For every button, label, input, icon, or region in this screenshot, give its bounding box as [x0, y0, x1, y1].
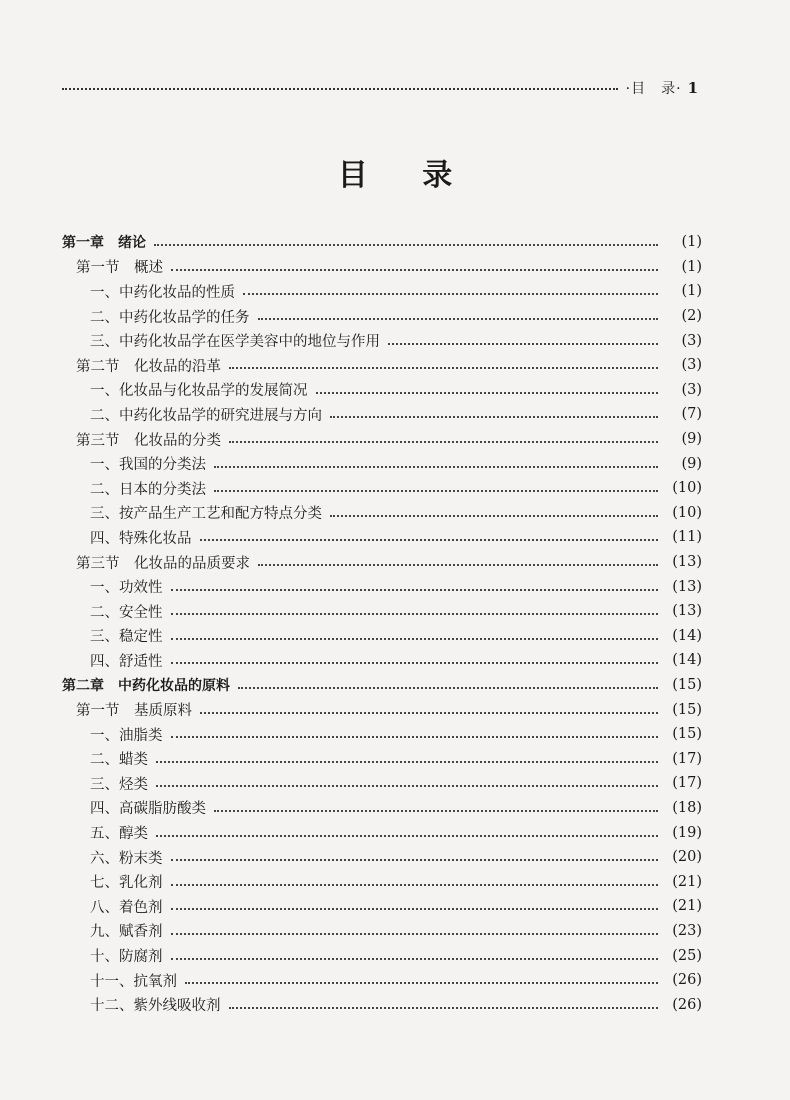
toc-page-number: (23)	[672, 922, 702, 939]
toc-dot-leader	[171, 269, 658, 271]
toc-dot-leader	[243, 293, 658, 295]
toc-entry-label: 十、防腐剂	[90, 949, 163, 966]
toc-entry-label: 第三节 化妆品的分类	[76, 432, 221, 449]
toc-page-number: (14)	[672, 627, 702, 644]
toc-entry-label: 四、高碳脂肪酸类	[90, 801, 206, 818]
toc-dot-leader	[171, 958, 659, 960]
toc-item-row	[62, 746, 702, 771]
toc-entry-label: 三、烃类	[90, 776, 148, 793]
toc-page-number: (3)	[681, 381, 702, 398]
toc-entry-label: 一、油脂类	[90, 727, 163, 744]
toc-dot-leader	[171, 736, 659, 738]
toc-dot-leader	[156, 785, 658, 787]
toc-entry-label: 八、着色剂	[90, 899, 163, 916]
toc-entry-label: 第一节 基质原料	[76, 703, 192, 720]
toc-entry-label: 一、中药化妆品的性质	[90, 284, 235, 301]
toc-item-row	[62, 869, 702, 894]
toc-item-row	[62, 771, 702, 796]
toc-dot-leader	[258, 318, 659, 320]
toc-page-number: (7)	[681, 406, 702, 423]
toc-item-row	[62, 919, 702, 944]
toc-dot-leader	[171, 859, 659, 861]
toc-dot-leader	[330, 416, 658, 418]
toc-item-row	[62, 525, 702, 550]
toc-dot-leader	[316, 392, 659, 394]
toc-page-number: (14)	[672, 652, 702, 669]
toc-entry-label: 第二节 化妆品的沿革	[76, 358, 221, 375]
toc-entry-label: 二、蜡类	[90, 752, 148, 769]
toc-item-row	[62, 476, 702, 501]
toc-page-number: (9)	[681, 431, 702, 448]
toc-item-row	[62, 451, 702, 476]
toc-item-row	[62, 599, 702, 624]
toc-page-number: (2)	[681, 308, 702, 325]
toc-dot-leader	[258, 564, 658, 566]
header-dot-leader	[62, 88, 618, 90]
toc-page-number: (15)	[672, 701, 702, 718]
header-page-number: 1	[687, 79, 698, 97]
toc-entry-label: 三、中药化妆品学在医学美容中的地位与作用	[90, 334, 380, 351]
toc-page-number: (21)	[672, 873, 702, 890]
toc-item-row	[62, 574, 702, 599]
toc-entry-label: 二、中药化妆品学的任务	[90, 309, 250, 326]
toc-entry-label: 二、安全性	[90, 604, 163, 621]
toc-dot-leader	[171, 884, 659, 886]
toc-dot-leader	[171, 933, 659, 935]
toc-dot-leader	[330, 515, 658, 517]
toc-dot-leader	[171, 613, 659, 615]
toc-item-row	[62, 328, 702, 353]
toc-entry-label: 第三节 化妆品的品质要求	[76, 555, 250, 572]
toc-entry-label: 七、乳化剂	[90, 875, 163, 892]
toc-page-number: (3)	[681, 357, 702, 374]
toc-entry-label: 第二章 中药化妆品的原料	[62, 677, 230, 694]
toc-item-row	[62, 304, 702, 329]
toc-dot-leader	[229, 367, 658, 369]
toc-item-row	[62, 378, 702, 403]
toc-page-number: (1)	[681, 234, 702, 251]
toc-item-row	[62, 402, 702, 427]
toc-page-number: (13)	[672, 554, 702, 571]
toc-page-number: (25)	[672, 947, 702, 964]
toc-page-number: (1)	[681, 283, 702, 300]
toc-page-number: (11)	[672, 529, 702, 546]
toc-entry-label: 第一节 概述	[76, 260, 163, 277]
toc-entry-label: 一、化妆品与化妆品学的发展简况	[90, 383, 308, 400]
page-title: 目 录	[337, 158, 475, 193]
toc-section-row	[62, 427, 702, 452]
toc-entry-label: 二、日本的分类法	[90, 481, 206, 498]
toc-page-number: (9)	[681, 455, 702, 472]
toc-page-number: (17)	[672, 750, 702, 767]
toc-page-number: (18)	[672, 799, 702, 816]
toc-dot-leader	[214, 466, 658, 468]
toc-item-row	[62, 845, 702, 870]
toc-dot-leader	[229, 441, 658, 443]
toc-item-row	[62, 624, 702, 649]
toc-page-number: (15)	[672, 676, 702, 693]
toc-page-number: (10)	[672, 504, 702, 521]
toc-page-number: (1)	[681, 258, 702, 275]
toc-page-number: (3)	[681, 332, 702, 349]
toc-dot-leader	[171, 638, 659, 640]
toc-dot-leader	[238, 687, 658, 689]
toc-dot-leader	[214, 810, 658, 812]
header-section-title: ·目 录·	[625, 81, 682, 97]
toc-page-number: (26)	[672, 996, 702, 1013]
toc-item-row	[62, 501, 702, 526]
toc-item-row	[62, 968, 702, 993]
toc-entry-label: 十一、抗氧剂	[90, 973, 177, 990]
toc-dot-leader	[185, 982, 658, 984]
toc-entry-label: 三、按产品生产工艺和配方特点分类	[90, 506, 322, 523]
toc-entry-label: 九、赋香剂	[90, 924, 163, 941]
toc-entry-label: 第一章 绪论	[62, 235, 146, 252]
toc-dot-leader	[171, 908, 659, 910]
toc-dot-leader	[171, 589, 659, 591]
toc-section-row	[62, 255, 702, 280]
toc-entry-label: 四、特殊化妆品	[90, 530, 192, 547]
toc-page-number: (13)	[672, 578, 702, 595]
toc-item-row	[62, 648, 702, 673]
toc-item-row	[62, 279, 702, 304]
running-header	[62, 76, 698, 100]
toc-page-number: (21)	[672, 898, 702, 915]
toc-section-row	[62, 697, 702, 722]
toc-chapter-row	[62, 230, 702, 255]
toc-page-number: (10)	[672, 480, 702, 497]
toc-dot-leader	[171, 662, 659, 664]
toc-entry-label: 一、功效性	[90, 580, 163, 597]
toc-page-number: (13)	[672, 603, 702, 620]
toc-dot-leader	[200, 539, 659, 541]
toc-dot-leader	[388, 343, 658, 345]
toc-page-number: (15)	[672, 726, 702, 743]
toc-dot-leader	[156, 761, 658, 763]
toc-entry-label: 四、舒适性	[90, 653, 163, 670]
toc-dot-leader	[200, 712, 658, 714]
toc-page-number: (20)	[672, 849, 702, 866]
toc-entry-label: 二、中药化妆品学的研究进展与方向	[90, 407, 322, 424]
toc-dot-leader	[229, 1007, 659, 1009]
toc-dot-leader	[156, 835, 658, 837]
toc-item-row	[62, 894, 702, 919]
toc-item-row	[62, 992, 702, 1017]
toc-entry-label: 十二、紫外线吸收剂	[90, 998, 221, 1015]
toc-chapter-row	[62, 673, 702, 698]
toc-section-row	[62, 550, 702, 575]
toc-section-row	[62, 353, 702, 378]
toc-item-row	[62, 722, 702, 747]
toc-item-row	[62, 820, 702, 845]
toc-dot-leader	[214, 490, 658, 492]
toc-item-row	[62, 796, 702, 821]
toc-entry-label: 三、稳定性	[90, 629, 163, 646]
toc-item-row	[62, 943, 702, 968]
toc-entry-label: 一、我国的分类法	[90, 457, 206, 474]
toc-page-number: (19)	[672, 824, 702, 841]
toc-entry-label: 六、粉末类	[90, 850, 163, 867]
toc-dot-leader	[154, 244, 658, 246]
toc-entry-label: 五、醇类	[90, 826, 148, 843]
table-of-contents	[62, 230, 702, 1017]
toc-page-number: (17)	[672, 775, 702, 792]
toc-page-number: (26)	[672, 972, 702, 989]
